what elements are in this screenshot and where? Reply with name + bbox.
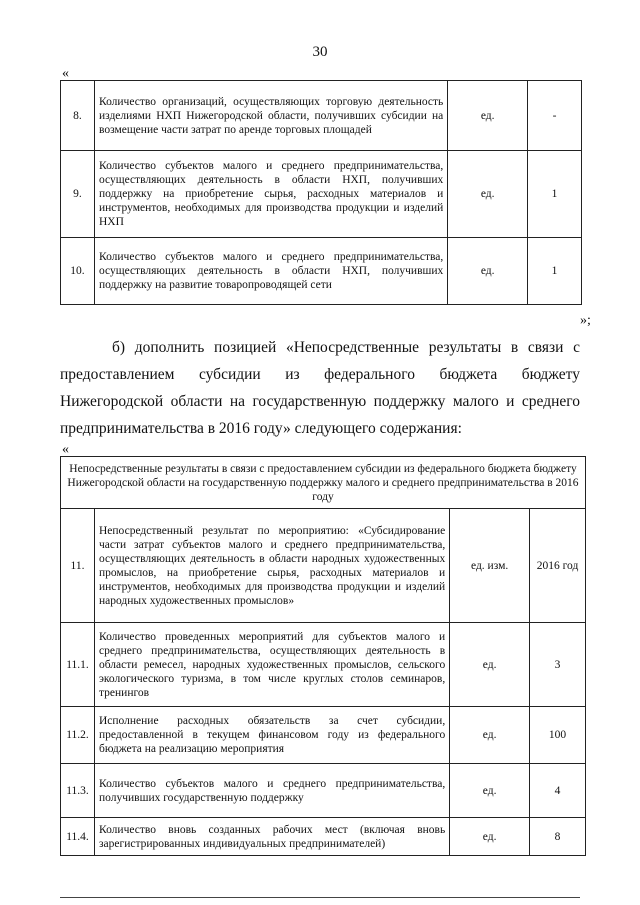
- row-value: 1: [528, 151, 582, 238]
- open-quote-2: «: [62, 442, 69, 457]
- row-value: 2016 год: [530, 509, 586, 623]
- row-description: Количество субъектов малого и среднего предпринимательства, осуществляющих деятельность в области НХП, получивших поддержку на приобретение сырья, расходных материалов и инструментов, необходимых для производства продукции и изделий НХП: [94, 151, 447, 238]
- open-quote-1: «: [62, 66, 69, 81]
- close-quote: »;: [580, 313, 591, 328]
- row-value: 4: [530, 764, 586, 818]
- row-description: Количество проведенных мероприятий для субъектов малого и среднего предпринимательства, осуществляющих деятельность в области ремесел, народных художественных промыслов, сельского экологического туризма, в том числе круглых столов семинаров, тренингов: [94, 623, 449, 707]
- table-row: [61, 509, 586, 623]
- row-number: 11.3.: [61, 764, 95, 818]
- page-number: 30: [312, 44, 328, 60]
- row-description: Количество субъектов малого и среднего предпринимательства, осуществляющих деятельность в области НХП, получивших поддержку на развитие товаропроводящей сети: [94, 238, 447, 305]
- row-unit: ед.: [448, 151, 528, 238]
- table-heading-row: [61, 457, 586, 509]
- row-value: 1: [528, 238, 582, 305]
- amendment-paragraph: [60, 334, 580, 442]
- row-description: Количество вновь созданных рабочих мест (включая вновь зарегистрированных индивидуальных предпринимателей): [94, 818, 449, 856]
- row-value: 8: [530, 818, 586, 856]
- row-unit: ед.: [450, 623, 530, 707]
- row-value: 3: [530, 623, 586, 707]
- row-description: Количество организаций, осуществляющих торговую деятельность изделиями НХП Нижегородской области, получивших субсидии на возмещение части затрат по аренде торговых площадей: [94, 81, 447, 151]
- results-table-2: [60, 456, 586, 856]
- page-bottom-rule: [60, 897, 580, 898]
- row-number: 11.4.: [61, 818, 95, 856]
- table-heading: Непосредственные результаты в связи с предоставлением субсидии из федерального бюджета бюджету Нижегородской области на государственную поддержку малого и среднего предпринимательства в 2016 году: [61, 457, 586, 509]
- row-unit: ед. изм.: [450, 509, 530, 623]
- table-row: [61, 151, 582, 238]
- row-number: 11.1.: [61, 623, 95, 707]
- paragraph-text: б) дополнить позицией «Непосредственные результаты в связи с предоставлением субсидии из федерального бюджета бюджету Нижегородской области на государственную поддержку малого и среднего предпринимательства в 2016 году» следующего содержания:: [60, 339, 580, 437]
- row-unit: ед.: [450, 707, 530, 764]
- row-unit: ед.: [448, 238, 528, 305]
- row-description: Количество субъектов малого и среднего предпринимательства, получивших государственную поддержку: [94, 764, 449, 818]
- row-value: -: [528, 81, 582, 151]
- results-table-1: [60, 80, 582, 305]
- table-row: [61, 81, 582, 151]
- row-unit: ед.: [450, 764, 530, 818]
- row-unit: ед.: [448, 81, 528, 151]
- table-row: [61, 707, 586, 764]
- row-unit: ед.: [450, 818, 530, 856]
- table-row: [61, 764, 586, 818]
- row-number: 9.: [61, 151, 95, 238]
- table-row: [61, 623, 586, 707]
- table-row: [61, 238, 582, 305]
- row-number: 10.: [61, 238, 95, 305]
- row-number: 11.2.: [61, 707, 95, 764]
- row-value: 100: [530, 707, 586, 764]
- row-description: Исполнение расходных обязательств за счет субсидии, предоставленной в текущем финансовом году из федерального бюджета на реализацию мероприятия: [94, 707, 449, 764]
- row-number: 8.: [61, 81, 95, 151]
- row-description: Непосредственный результат по мероприятию: «Субсидирование части затрат субъектов малого и среднего предпринимательства, осуществляющих деятельность в области народных художественных промыслов, на приобретение сырья, расходных материалов и инструментов, необходимых для производства продукции и изделий народных художественных промыслов»: [94, 509, 449, 623]
- table-row: [61, 818, 586, 856]
- row-number: 11.: [61, 509, 95, 623]
